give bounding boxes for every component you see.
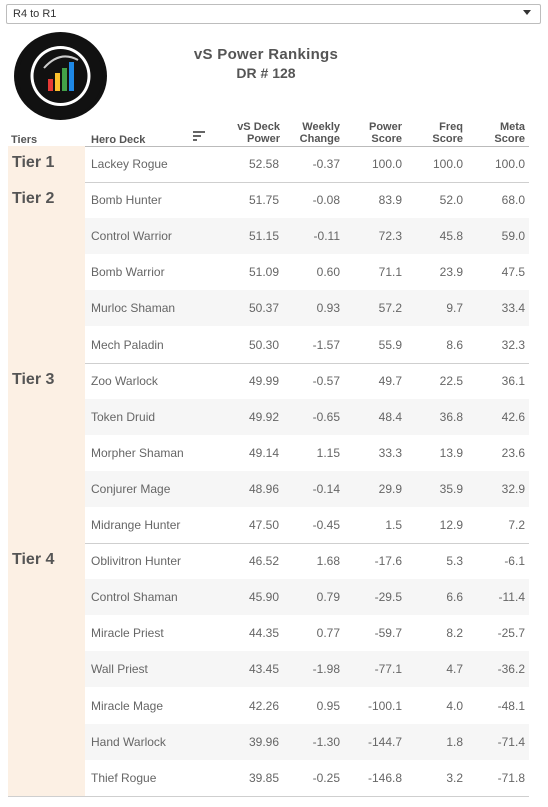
weekly-change-cell: -0.08 xyxy=(312,193,340,208)
tier-band xyxy=(8,363,85,544)
tier-divider xyxy=(8,796,529,797)
meta-score-cell: 32.9 xyxy=(501,481,525,496)
vs-power-cell: 51.75 xyxy=(248,193,279,208)
vs-power-cell: 48.96 xyxy=(248,481,279,496)
vs-power-cell: 51.15 xyxy=(248,229,279,244)
power-score-cell: 29.9 xyxy=(378,481,402,496)
weekly-change-cell: 0.77 xyxy=(316,626,340,641)
meta-score-cell: 7.2 xyxy=(508,518,525,532)
deck-name-cell: Bomb Warrior xyxy=(91,265,165,280)
table-row[interactable] xyxy=(85,579,529,615)
freq-score-cell: 35.9 xyxy=(439,481,463,496)
power-score-cell: -77.1 xyxy=(374,662,402,677)
meta-score-cell: -71.4 xyxy=(497,734,525,749)
col-header-freq-score[interactable] xyxy=(413,121,463,145)
tier-label: Tier 1 xyxy=(12,154,55,171)
deck-name-cell: Zoo Warlock xyxy=(91,373,158,388)
vs-power-cell: 44.35 xyxy=(248,626,279,641)
freq-score-cell: 1.8 xyxy=(446,734,463,749)
weekly-change-cell: -0.57 xyxy=(312,373,340,388)
freq-score-cell: 100.0 xyxy=(432,157,463,171)
col-header-vs-power-line1: vS Deck xyxy=(237,121,280,133)
meta-score-cell: 100.0 xyxy=(494,157,525,171)
freq-score-cell: 8.2 xyxy=(446,626,463,641)
meta-score-cell: -36.2 xyxy=(497,662,525,677)
table-row[interactable] xyxy=(85,651,529,687)
power-score-cell: -100.1 xyxy=(367,698,402,713)
col-header-weekly-line1: Weekly xyxy=(302,121,340,133)
col-header-vs-power[interactable] xyxy=(226,121,280,145)
table-row[interactable] xyxy=(85,363,529,399)
vs-power-cell: 50.30 xyxy=(248,337,279,352)
col-header-power-score[interactable] xyxy=(352,121,402,145)
col-header-power-line1: Power xyxy=(368,121,402,133)
vs-power-cell: 45.90 xyxy=(248,590,279,605)
freq-score-cell: 9.7 xyxy=(446,301,463,316)
page-title: vS Power Rankings xyxy=(193,46,339,63)
deck-name-cell: Conjurer Mage xyxy=(91,481,171,496)
table-row[interactable] xyxy=(85,724,529,760)
power-score-cell: -17.6 xyxy=(374,554,402,569)
vs-power-cell: 39.85 xyxy=(248,770,279,785)
table-row[interactable] xyxy=(85,688,529,724)
col-header-power-line2: Score xyxy=(371,133,402,145)
tier-label: Tier 3 xyxy=(12,370,55,388)
weekly-change-cell: 1.15 xyxy=(316,445,340,460)
col-header-meta-line2: Score xyxy=(494,133,525,145)
power-score-cell: 33.3 xyxy=(378,445,402,460)
weekly-change-cell: 0.79 xyxy=(316,590,340,605)
table-row[interactable] xyxy=(85,471,529,507)
meta-score-cell: 33.4 xyxy=(501,301,525,316)
freq-score-cell: 45.8 xyxy=(439,229,463,244)
deck-name-cell: Midrange Hunter xyxy=(91,518,181,532)
rank-range-select[interactable] xyxy=(6,4,541,24)
weekly-change-cell: 0.95 xyxy=(316,698,340,713)
deck-name-cell: Control Warrior xyxy=(91,229,172,244)
report-number: DR # 128 xyxy=(236,65,296,81)
meta-score-cell: -71.8 xyxy=(497,770,525,785)
meta-score-cell: -25.7 xyxy=(497,626,525,641)
meta-score-cell: 42.6 xyxy=(501,409,525,424)
weekly-change-cell: 1.68 xyxy=(316,554,340,569)
freq-score-cell: 23.9 xyxy=(439,265,463,280)
meta-score-cell: 47.5 xyxy=(501,265,525,280)
meta-score-cell: 32.3 xyxy=(501,337,525,352)
table-row[interactable] xyxy=(85,218,529,254)
weekly-change-cell: -0.11 xyxy=(313,229,340,244)
weekly-change-cell: -1.98 xyxy=(312,662,340,677)
deck-name-cell: Hand Warlock xyxy=(91,734,166,749)
deck-name-cell: Bomb Hunter xyxy=(91,193,162,208)
vs-power-cell: 46.52 xyxy=(248,554,279,569)
power-score-cell: 55.9 xyxy=(378,337,402,352)
power-score-cell: -144.7 xyxy=(367,734,402,749)
col-header-weekly-change[interactable] xyxy=(290,121,340,145)
tier-label: Tier 2 xyxy=(12,190,55,208)
freq-score-cell: 4.0 xyxy=(446,698,463,713)
table-row[interactable] xyxy=(85,543,529,579)
table-row[interactable] xyxy=(85,507,529,543)
freq-score-cell: 36.8 xyxy=(439,409,463,424)
meta-score-cell: 59.0 xyxy=(501,229,525,244)
freq-score-cell: 22.5 xyxy=(439,373,463,388)
meta-score-cell: 23.6 xyxy=(501,445,525,460)
weekly-change-cell: -1.30 xyxy=(312,734,340,749)
table-row[interactable] xyxy=(85,327,529,363)
deck-name-cell: Morpher Shaman xyxy=(91,445,184,460)
power-score-cell: 72.3 xyxy=(378,229,402,244)
weekly-change-cell: -1.57 xyxy=(312,337,340,352)
rank-range-value: R4 to R1 xyxy=(13,8,57,20)
weekly-change-cell: -0.25 xyxy=(312,770,340,785)
power-score-cell: -29.5 xyxy=(374,590,402,605)
weekly-change-cell: -0.45 xyxy=(312,518,340,532)
vs-power-cell: 42.26 xyxy=(248,698,279,713)
power-score-cell: 1.5 xyxy=(385,518,402,532)
col-header-weekly-line2: Change xyxy=(299,133,340,145)
power-score-cell: 71.1 xyxy=(378,265,402,280)
freq-score-cell: 13.9 xyxy=(439,445,463,460)
deck-name-cell: Lackey Rogue xyxy=(91,157,168,171)
col-header-meta-line1: Meta xyxy=(499,121,525,133)
deck-name-cell: Wall Priest xyxy=(91,662,148,677)
freq-score-cell: 4.7 xyxy=(446,662,463,677)
weekly-change-cell: 0.93 xyxy=(316,301,340,316)
col-header-deck[interactable]: Hero Deck xyxy=(91,134,146,146)
vs-power-cell: 50.37 xyxy=(248,301,279,316)
vs-power-cell: 49.14 xyxy=(248,445,279,460)
freq-score-cell: 12.9 xyxy=(439,518,463,532)
table-row[interactable] xyxy=(85,290,529,326)
deck-name-cell: Murloc Shaman xyxy=(91,301,176,316)
vs-power-cell: 49.92 xyxy=(248,409,279,424)
vs-power-cell: 39.96 xyxy=(248,734,279,749)
table-row[interactable] xyxy=(85,760,529,796)
deck-name-cell: Oblivitron Hunter xyxy=(91,554,182,569)
weekly-change-cell: -0.37 xyxy=(312,157,340,171)
col-header-freq-line2: Score xyxy=(432,133,463,145)
table-row[interactable] xyxy=(85,615,529,651)
deck-name-cell: Miracle Mage xyxy=(91,698,164,713)
col-header-vs-power-line2: Power xyxy=(246,133,280,145)
meta-score-cell: -6.1 xyxy=(504,554,525,569)
meta-score-cell: -11.4 xyxy=(498,590,525,605)
tier-label: Tier 4 xyxy=(12,551,55,569)
freq-score-cell: 3.2 xyxy=(446,770,463,785)
power-score-cell: 57.2 xyxy=(378,301,402,316)
vs-power-cell: 52.58 xyxy=(248,157,279,171)
table-row[interactable] xyxy=(85,146,529,182)
power-score-cell: 100.0 xyxy=(371,157,402,171)
power-score-cell: -146.8 xyxy=(367,770,402,785)
meta-score-cell: 36.1 xyxy=(501,373,525,388)
data-reaper-logo xyxy=(14,32,107,120)
meta-score-cell: -48.1 xyxy=(497,698,525,713)
deck-name-cell: Miracle Priest xyxy=(91,626,164,641)
meta-score-cell: 68.0 xyxy=(501,193,525,208)
power-score-cell: 49.7 xyxy=(378,373,402,388)
col-header-tiers: Tiers xyxy=(11,134,38,146)
col-header-freq-line1: Freq xyxy=(439,121,463,133)
weekly-change-cell: 0.60 xyxy=(316,265,340,280)
freq-score-cell: 8.6 xyxy=(446,337,463,352)
table-row[interactable] xyxy=(85,182,529,218)
vs-power-cell: 43.45 xyxy=(248,662,279,677)
vs-power-cell: 51.09 xyxy=(248,265,279,280)
freq-score-cell: 6.6 xyxy=(446,590,463,605)
freq-score-cell: 52.0 xyxy=(439,193,463,208)
weekly-change-cell: -0.14 xyxy=(312,481,340,496)
col-header-meta-score[interactable] xyxy=(475,121,525,145)
chevron-down-icon xyxy=(523,10,531,15)
weekly-change-cell: -0.65 xyxy=(312,409,340,424)
table-row[interactable] xyxy=(85,399,529,435)
vs-power-cell: 49.99 xyxy=(248,373,279,388)
deck-name-cell: Token Druid xyxy=(91,409,156,424)
power-score-cell: 83.9 xyxy=(378,193,402,208)
table-row[interactable] xyxy=(85,254,529,290)
table-row[interactable] xyxy=(85,435,529,471)
tier-band xyxy=(8,543,85,796)
vs-power-cell: 47.50 xyxy=(248,518,279,532)
deck-name-cell: Thief Rogue xyxy=(91,770,157,785)
freq-score-cell: 5.3 xyxy=(446,554,463,569)
deck-name-cell: Mech Paladin xyxy=(91,337,164,352)
deck-name-cell: Control Shaman xyxy=(91,590,178,605)
power-score-cell: 48.4 xyxy=(378,409,402,424)
sort-icon[interactable] xyxy=(193,131,205,141)
tier-band xyxy=(8,182,85,363)
power-score-cell: -59.7 xyxy=(374,626,402,641)
